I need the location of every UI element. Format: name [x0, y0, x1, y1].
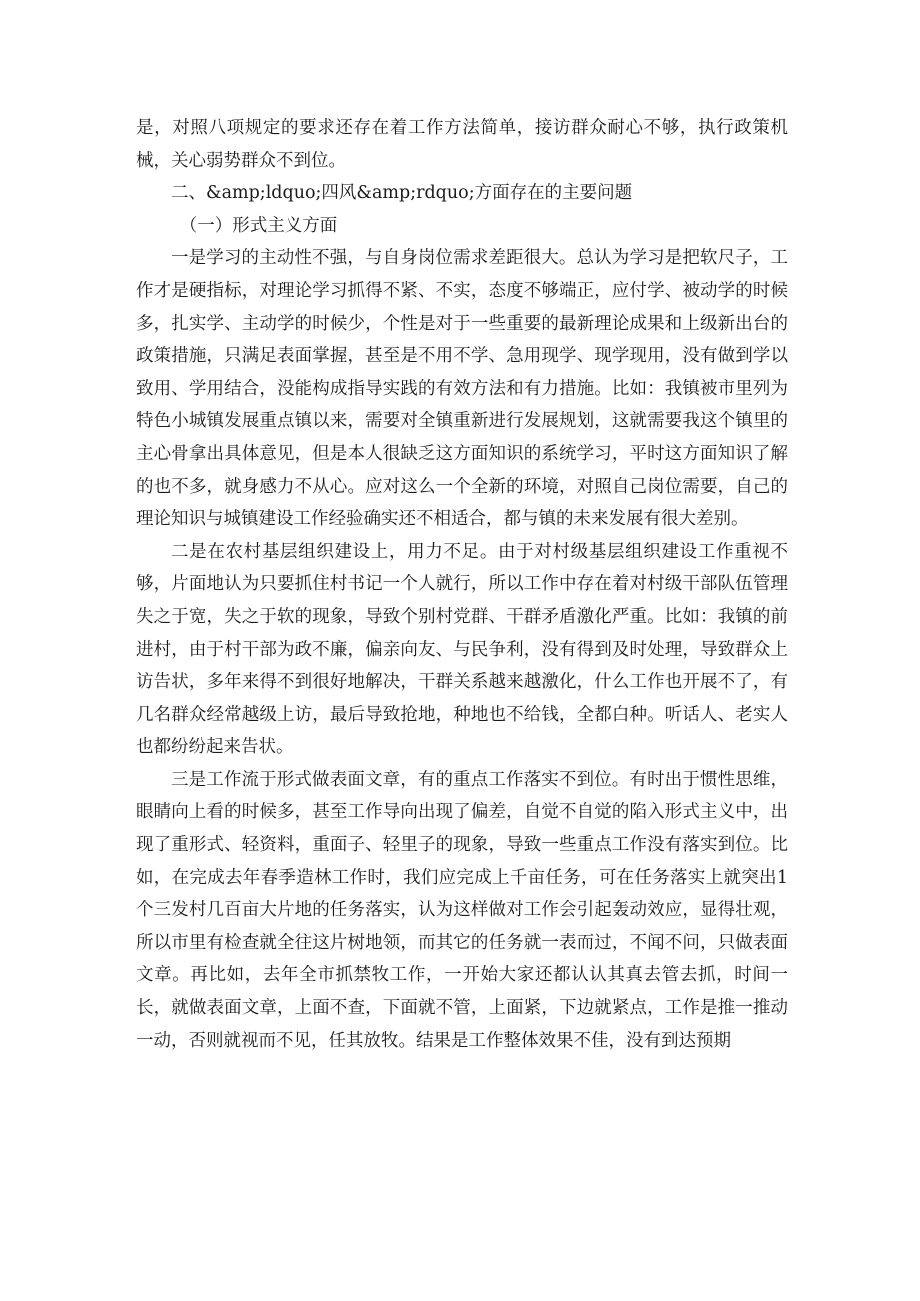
paragraph-point-one: 一是学习的主动性不强，与自身岗位需求差距很大。总认为学习是把软尺子，工作才是硬指标，对理论学习抓得不紧、不实，态度不够端正，应付学、被动学的时候多，扎实学、主动学的时候少，个性是对于一些重要的最新理论成果和上级新出台的政策措施，只满足表面掌握，甚至是不用不学、急用现学、现学现用，没有做到学以致用、学用结合，没能构成指导实践的有效方法和有力措施。比如：我镇被市里列为特色小城镇发展重点镇以来，需要对全镇重新进行发展规划，这就需要我这个镇里的主心骨拿出具体意见，但是本人很缺乏这方面知识的系统学习，平时这方面知识了解的也不多，就身感力不从心。应对这么一个全新的环境，对照自己岗位需要，自己的理论知识与城镇建设工作经验确实还不相适合，都与镇的未来发展有很大差别。 [136, 248, 788, 530]
subsection-heading: （一）形式主义方面 [179, 215, 338, 236]
paragraph-point-three: 三是工作流于形式做表面文章，有的重点工作落实不到位。有时出于惯性思维，眼睛向上看的时候多，甚至工作导向出现了偏差，自觉不自觉的陷入形式主义中，出现了重形式、轻资料，重面子、轻里子的现象，导致一些重点工作没有落实到位。比如，在完成去年春季造林工作时，我们应完成上千亩任务，可在任务落实上就突出1个三发村几百亩大片地的任务落实，认为这样做对工作会引起轰动效应，显得壮观，所以市里有检查就全往这片树地领，而其它的任务就一表而过，不闻不问，只做表面文章。再比如，去年全市抓禁牧工作，一开始大家还都认认其真去管去抓，时间一长，就做表面文章，上面不查，下面就不管，上面紧，下边就紧点，工作是推一推动一动，否则就视而不见，任其放牧。结果是工作整体效果不佳，没有到达预期 [136, 769, 788, 1051]
paragraph-continuation: 是，对照八项规定的要求还存在着工作方法简单，接访群众耐心不够，执行政策机械，关心弱势群众不到位。 [136, 118, 788, 171]
document-body [136, 112, 788, 1057]
section-heading: 二、&amp;ldquo;四风&amp;rdquo;方面存在的主要问题 [171, 183, 633, 204]
paragraph-point-two: 二是在农村基层组织建设上，用力不足。由于对村级基层组织建设工作重视不够，片面地认为只要抓住村书记一个人就行，所以工作中存在着对村级干部队伍管理失之于宽，失之于软的现象，导致个别村党群、干群矛盾激化严重。比如：我镇的前进村，由于村干部为政不廉，偏亲向友、与民争利，没有得到及时处理，导致群众上访告状，多年来得不到很好地解决，干群关系越来越激化，什么工作也开展不了，有几名群众经常越级上访，最后导致抢地，种地也不给钱，全都白种。听话人、老实人也都纷纷起来告状。 [136, 541, 788, 758]
